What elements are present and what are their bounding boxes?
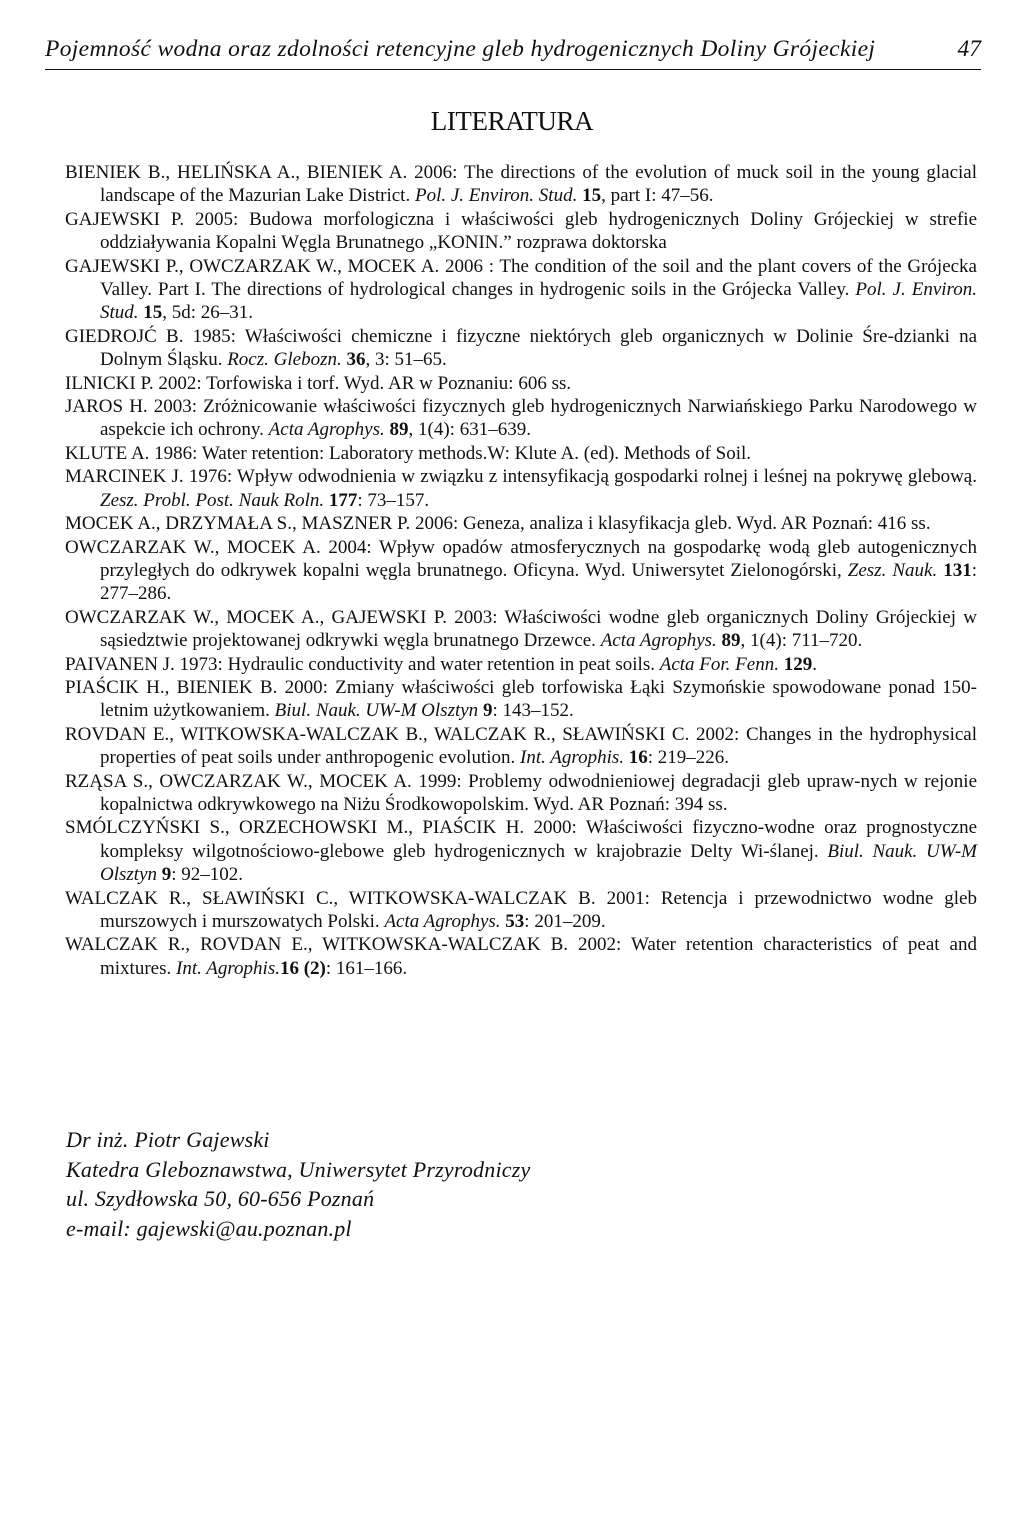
reference-volume: 16 bbox=[628, 747, 648, 769]
running-title: Pojemność wodna oraz zdolności retencyjne gleb hydrogenicznych Doliny Grójeckiej bbox=[45, 36, 876, 62]
reference-journal: Rocz. Glebozn. bbox=[227, 349, 342, 371]
reference-text: , 1(4): 711–720. bbox=[740, 630, 863, 652]
reference-text: GAJEWSKI P., OWCZARZAK W., MOCEK A. 2006 : The condition of the soil and the plant covers of the Grójecka Valley. Part I. The directions of hydrological changes in hydrogenic soils in the Grójecka Valley. bbox=[65, 255, 977, 301]
reference-volume: 9 bbox=[482, 700, 493, 722]
reference-text: MOCEK A., DRZYMAŁA S., MASZNER P. 2006: Geneza, analiza i klasyfikacja gleb. Wyd. AR Poznań: 416 ss. bbox=[65, 513, 931, 535]
reference-entry bbox=[65, 606, 977, 653]
reference-text: WALCZAK R., SŁAWIŃSKI C., WITKOWSKA-WALCZAK B. 2001: Retencja i przewodnictwo wodne gleb murszowych i murszowatych Polski. bbox=[65, 887, 977, 932]
reference-journal: Acta Agrophys. bbox=[384, 911, 501, 932]
reference-journal: Acta Agrophys. bbox=[600, 630, 717, 652]
reference-text: GIEDROJĆ B. 1985: Właściwości chemiczne i fizyczne niektórych gleb organicznych w Dolinie Śre-dzianki na Dolnym Śląsku. bbox=[65, 325, 977, 371]
page-number: 47 bbox=[957, 36, 981, 62]
reference-text: GAJEWSKI P. 2005: Budowa morfologiczna i właściwości gleb hydrogenicznych Doliny Grójeckiej w strefie oddziaływania Kopalni Węgla Brunatnego „KONIN.” rozprawa doktorska bbox=[65, 208, 977, 254]
reference-volume: 89 bbox=[721, 630, 741, 652]
reference-entry bbox=[65, 887, 977, 934]
reference-text: PAIVANEN J. 1973: Hydraulic conductivity and water retention in peat soils. bbox=[65, 653, 660, 675]
reference-list bbox=[65, 161, 977, 980]
reference-text: KLUTE A. 1986: Water retention: Laboratory methods.W: Klute A. (ed). Methods of Soil. bbox=[65, 442, 752, 464]
reference-text: : 92–102. bbox=[171, 864, 244, 886]
reference-entry bbox=[65, 653, 977, 676]
reference-volume: 177 bbox=[328, 489, 358, 511]
reference-entry bbox=[65, 723, 977, 770]
reference-journal: Biul. Nauk. UW-M Olsztyn bbox=[100, 840, 977, 886]
reference-entry bbox=[65, 372, 977, 395]
reference-volume: 36 bbox=[346, 349, 366, 371]
reference-text: SMÓLCZYŃSKI S., ORZECHOWSKI M., PIAŚCIK H. 2000: Właściwości fizyczno-wodne oraz prognostyczne kompleksy wilgotnościowo-glebowe gleb hydrogenicznych w krajobrazie Delty Wi-ślanej. bbox=[65, 817, 977, 862]
reference-entry bbox=[65, 770, 977, 817]
author-name: Dr inż. Piotr Gajewski bbox=[66, 1127, 270, 1152]
reference-entry bbox=[65, 536, 977, 606]
author-department: Katedra Gleboznawstwa, Uniwersytet Przyrodniczy bbox=[66, 1156, 531, 1182]
reference-volume: 129 bbox=[783, 653, 813, 675]
reference-text: : 73–157. bbox=[357, 489, 430, 511]
reference-volume: 9 bbox=[161, 864, 172, 886]
reference-text: , part I: 47–56. bbox=[601, 185, 714, 207]
reference-text: OWCZARZAK W., MOCEK A., GAJEWSKI P. 2003: Właściwości wodne gleb organicznych Doliny Grójeckiej w sąsiedztwie projektowanej odkrywki węgla brunatnego Drzewce. bbox=[65, 606, 977, 652]
reference-volume: 53 bbox=[505, 911, 525, 932]
reference-journal: Zesz. Nauk. bbox=[847, 559, 938, 581]
reference-journal: Acta Agrophys. bbox=[268, 419, 385, 441]
author-address: ul. Szydłowska 50, 60-656 Poznań bbox=[66, 1186, 375, 1211]
reference-text: : 201–209. bbox=[524, 911, 606, 932]
reference-volume: 15 bbox=[143, 302, 163, 324]
reference-journal: Int. Agrophis. bbox=[520, 747, 624, 769]
reference-text: JAROS H. 2003: Zróżnicowanie właściwości fizycznych gleb hydrogenicznych Narwiańskiego Parku Narodowego w aspekcie ich ochrony. bbox=[65, 396, 977, 441]
reference-text: : 161–166. bbox=[325, 957, 408, 979]
reference-entry bbox=[65, 933, 977, 980]
reference-text: , 1(4): 631–639. bbox=[408, 419, 531, 441]
reference-journal: Pol. J. Environ. Stud. bbox=[100, 279, 977, 324]
author-email: e-mail: gajewski@au.poznan.pl bbox=[66, 1215, 352, 1241]
reference-text: PIAŚCIK H., BIENIEK B. 2000: Zmiany właściwości gleb torfowiska Łąki Szymońskie spowodowane ponad 150-letnim użytkowaniem. bbox=[65, 676, 977, 722]
reference-text: RZĄSA S., OWCZARZAK W., MOCEK A. 1999: Problemy odwodnieniowej degradacji gleb upraw-nych w rejonie kopalnictwa odkrywkowego na Niżu Środkowopolskim. Wyd. AR Poznań: 394 ss. bbox=[65, 770, 977, 815]
reference-journal: Acta For. Fenn. bbox=[659, 653, 779, 675]
reference-entry bbox=[65, 512, 977, 535]
reference-volume: 89 bbox=[389, 419, 409, 441]
reference-entry bbox=[65, 442, 977, 465]
reference-text: : 143–152. bbox=[492, 700, 574, 722]
reference-entry bbox=[65, 208, 977, 255]
author-block bbox=[66, 1125, 530, 1243]
section-heading: LITERATURA bbox=[430, 106, 594, 136]
reference-entry bbox=[65, 255, 977, 325]
reference-text: ILNICKI P. 2002: Torfowiska i torf. Wyd. AR w Poznaniu: 606 ss. bbox=[65, 372, 572, 394]
reference-text: . bbox=[812, 653, 817, 675]
reference-journal: Pol. J. Environ. Stud. bbox=[414, 185, 578, 207]
reference-text: WALCZAK R., ROVDAN E., WITKOWSKA-WALCZAK B. 2002: Water retention characteristics of peat and mixtures. bbox=[65, 934, 977, 979]
running-header bbox=[45, 34, 981, 70]
reference-text: : 219–226. bbox=[647, 747, 730, 769]
reference-entry bbox=[65, 465, 977, 512]
reference-entry bbox=[65, 325, 977, 372]
reference-entry bbox=[65, 676, 977, 723]
reference-entry bbox=[65, 161, 977, 208]
reference-text: BIENIEK B., HELIŃSKA A., BIENIEK A. 2006: The directions of the evolution of muck soil in the young glacial landscape of the Mazurian Lake District. bbox=[65, 162, 977, 207]
reference-journal: Zesz. Probl. Post. Nauk Roln. bbox=[100, 489, 325, 511]
reference-entry bbox=[65, 395, 977, 442]
reference-text: : 277–286. bbox=[100, 559, 978, 605]
reference-journal: Biul. Nauk. UW-M Olsztyn bbox=[274, 700, 479, 722]
reference-text: ROVDAN E., WITKOWSKA-WALCZAK B., WALCZAK R., SŁAWIŃSKI C. 2002: Changes in the hydrophysical properties of peat soils under anthropogenic evolution. bbox=[65, 723, 977, 769]
reference-volume: 15 bbox=[582, 185, 602, 207]
reference-text: OWCZARZAK W., MOCEK A. 2004: Wpływ opadów atmosferycznych na gospodarkę wodą gleb autogenicznych przyległych do odkrywek kopalni węgla brunatnego. Oficyna. Wyd. Uniwersytet Zielonogórski, bbox=[65, 536, 977, 581]
reference-text: MARCINEK J. 1976: Wpływ odwodnienia w związku z intensyfikacją gospodarki rolnej i leśnej na pokrywę glebową. bbox=[65, 466, 977, 488]
reference-volume: 131 bbox=[943, 559, 972, 581]
reference-text: , 5d: 26–31. bbox=[162, 302, 254, 324]
reference-entry bbox=[65, 816, 977, 886]
reference-volume: 16 (2) bbox=[279, 957, 326, 979]
reference-journal: Int. Agrophis. bbox=[176, 957, 280, 979]
reference-text: , 3: 51–65. bbox=[365, 349, 447, 371]
